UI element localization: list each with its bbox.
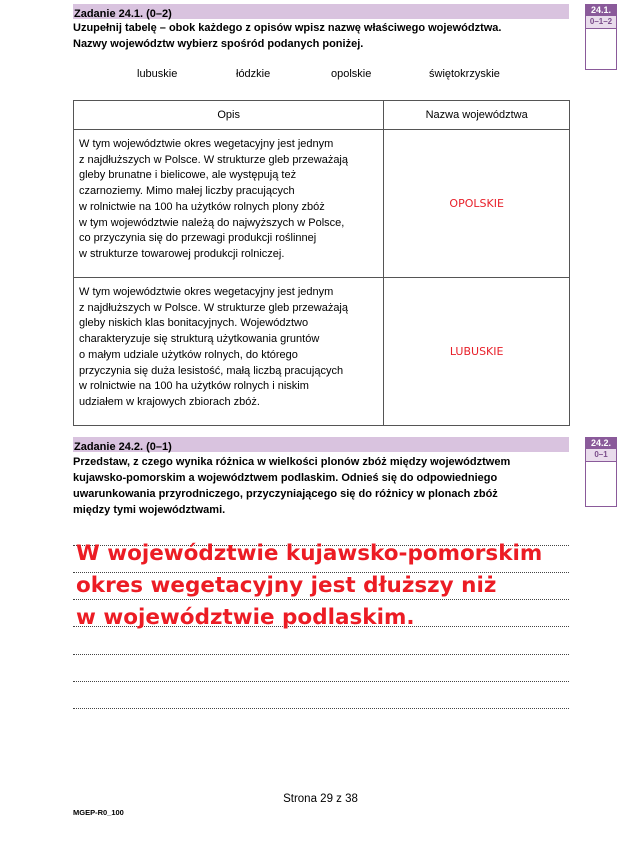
answer-cell[interactable]: LUBUSKIE xyxy=(384,278,570,426)
desc-line: charakteryzuje się strukturą użytkowania gruntów xyxy=(79,333,320,346)
desc-line: co przyczynia się do przewagi produkcji roślinnej xyxy=(79,232,317,245)
answer-line xyxy=(73,599,569,600)
page-number: Strona 29 z 38 xyxy=(283,793,358,805)
task-24-2-header xyxy=(73,437,569,452)
instruction-line: Nazwy województw wybierz spośród podanych poniżej. xyxy=(73,38,364,50)
description-cell xyxy=(74,278,384,426)
option-word: opolskie xyxy=(331,68,372,80)
table-row xyxy=(74,278,570,426)
answer-table xyxy=(73,100,570,426)
answer-cell[interactable]: OPOLSKIE xyxy=(384,130,570,278)
task-24-1-title: Zadanie 24.1. (0–2) xyxy=(74,8,172,20)
score-range: 0–1 xyxy=(586,449,616,462)
desc-line: udziałem w krajowych zbiorach zbóż. xyxy=(79,395,260,408)
header-opis: Opis xyxy=(74,101,384,130)
desc-line: przyczynia się duża lesistość, małą liczbą pracujących xyxy=(79,364,344,377)
exam-code: MGEP-R0_100 xyxy=(73,808,124,817)
table-row xyxy=(74,130,570,278)
score-range: 0–1–2 xyxy=(586,16,616,29)
desc-line: w rolnictwie na 100 ha użytków rolnych plony zbóż xyxy=(79,200,325,213)
desc-line: gleby niskich klas bonitacyjnych. Województwo xyxy=(79,317,309,330)
written-answer-line: okres wegetacyjny jest dłuższy niż xyxy=(76,573,497,598)
written-answer-line: w województwie podlaskim. xyxy=(76,605,415,630)
task-24-1-header xyxy=(73,4,569,19)
instruction-line: Uzupełnij tabelę – obok każdego z opisów wpisz nazwę właściwego województwa. xyxy=(73,22,502,34)
description-cell xyxy=(74,130,384,278)
task-24-1-instruction xyxy=(73,20,573,52)
answer-line xyxy=(73,681,569,682)
task-24-2-title: Zadanie 24.2. (0–1) xyxy=(74,441,172,453)
score-box-24-1 xyxy=(585,4,617,70)
desc-line: czarnoziemy. Mimo małej liczby pracujących xyxy=(79,185,295,198)
desc-line: z najdłuższych w Polsce. W strukturze gleb przeważają xyxy=(79,153,348,166)
desc-line: o małym udziale użytków rolnych, do którego xyxy=(79,348,298,361)
score-code: 24.2. xyxy=(586,438,616,449)
desc-line: W tym województwie okres wegetacyjny jest jednym xyxy=(79,286,334,298)
table-header-row xyxy=(74,101,570,130)
desc-line: w rolnictwie na 100 ha użytków rolnych i niskim xyxy=(79,380,309,393)
desc-line: W tym województwie okres wegetacyjny jest jednym xyxy=(79,138,334,150)
desc-line: w strukturze towarowej produkcji rolniczej. xyxy=(79,247,285,260)
desc-line: gleby brunatne i bielicowe, ale występują też xyxy=(79,169,297,182)
desc-line: z najdłuższych w Polsce. W strukturze gleb przeważają xyxy=(79,301,348,314)
header-nazwa: Nazwa województwa xyxy=(384,101,570,130)
score-code: 24.1. xyxy=(586,5,616,16)
instruction-line: Przedstaw, z czego wynika różnica w wielkości plonów zbóż między województwem xyxy=(73,456,511,468)
instruction-line: kujawsko-pomorskim a województwem podlaskim. Odnieś się do odpowiedniego xyxy=(73,472,498,484)
option-word: świętokrzyskie xyxy=(429,68,500,80)
option-word: łódzkie xyxy=(236,68,271,80)
instruction-line: między tymi województwami. xyxy=(73,504,226,516)
desc-line: w tym województwie należą do najwyższych w Polsce, xyxy=(79,216,345,229)
instruction-line: uwarunkowania przyrodniczego, przyczyniającego się do różnicy w plonach zbóż xyxy=(73,488,498,500)
written-answer-line: W województwie kujawsko-pomorskim xyxy=(76,541,543,566)
score-box-24-2 xyxy=(585,437,617,507)
answer-line xyxy=(73,708,569,709)
answer-line xyxy=(73,654,569,655)
task-24-2-instruction xyxy=(73,454,573,518)
option-word: lubuskie xyxy=(137,68,178,80)
